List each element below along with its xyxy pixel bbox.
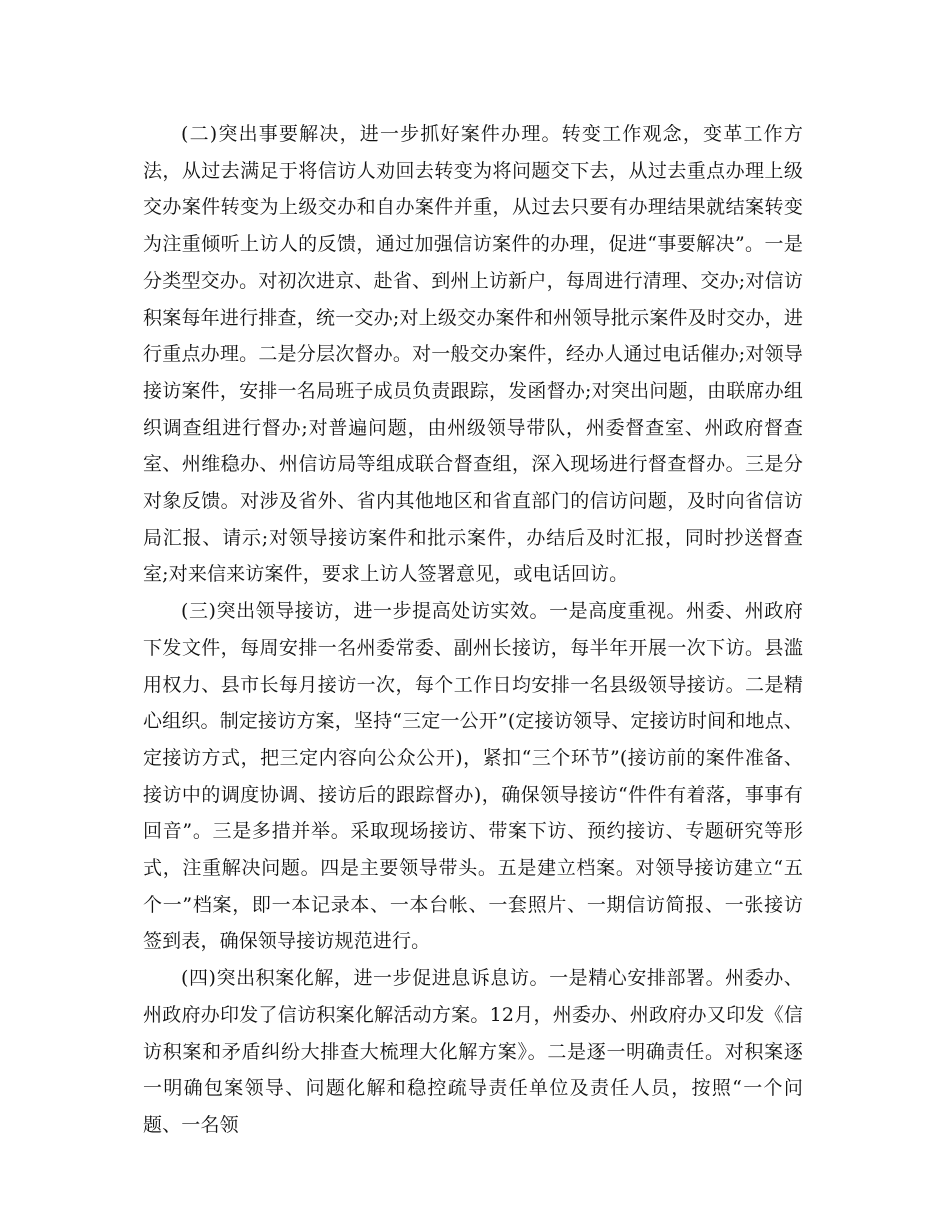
paragraph-leader-reception: (三)突出领导接访，进一步提高处访实效。一是高度重视。州委、州政府下发文件，每周安排一名州委常委、副州长接访，每半年开展一次下访。县滥用权力、县市长每月接访一次，每个工作日均安排一名县级领导接访。二是精心组织。制定接访方案，坚持“三定一公开”(定接访领导、定接访时间和地点、定接访方式，把三定内容向公众公开)，紧扣“三个环节”(接访前的案件准备、接访中的调度协调、接访后的跟踪督办)，确保领导接访“件件有着落，事事有回音”。三是多措并举。采取现场接访、带案下访、预约接访、专题研究等形式，注重解决问题。四是主要领导带头。五是建立档案。对领导接访建立“五个一”档案，即一本记录本、一本台帐、一套照片、一期信访简报、一张接访签到表，确保领导接访规范进行。 [143, 600, 803, 953]
document-body [143, 116, 803, 1144]
paragraph-backlog-resolution: (四)突出积案化解，进一步促进息诉息访。一是精心安排部署。州委办、州政府办印发了信访积案化解活动方案。12月，州委办、州政府办又印发《信访积案和矛盾纠纷大排查大梳理大化解方案》。二是逐一明确责任。对积案逐一明确包案领导、问题化解和稳控疏导责任单位及责任人员，按照“一个问题、一名领 [143, 967, 803, 1136]
paragraph-case-handling: (二)突出事要解决，进一步抓好案件办理。转变工作观念，变革工作方法，从过去满足于将信访人劝回去转变为将问题交下去，从过去重点办理上级交办案件转变为上级交办和自办案件并重，从过去只要有办理结果就结案转变为注重倾听上访人的反馈，通过加强信访案件的办理，促进“事要解决”。一是分类型交办。对初次进京、赴省、到州上访新户，每周进行清理、交办;对信访积案每年进行排查，统一交办;对上级交办案件和州领导批示案件及时交办，进行重点办理。二是分层次督办。对一般交办案件，经办人通过电话催办;对领导接访案件，安排一名局班子成员负责跟踪，发函督办;对突出问题，由联席办组织调查组进行督办;对普遍问题，由州级领导带队，州委督查室、州政府督查室、州维稳办、州信访局等组成联合督查组，深入现场进行督查督办。三是分对象反馈。对涉及省外、省内其他地区和省直部门的信访问题，及时向省信访局汇报、请示;对领导接访案件和批示案件，办结后及时汇报，同时抄送督查室;对来信来访案件，要求上访人签署意见，或电话回访。 [143, 123, 803, 586]
